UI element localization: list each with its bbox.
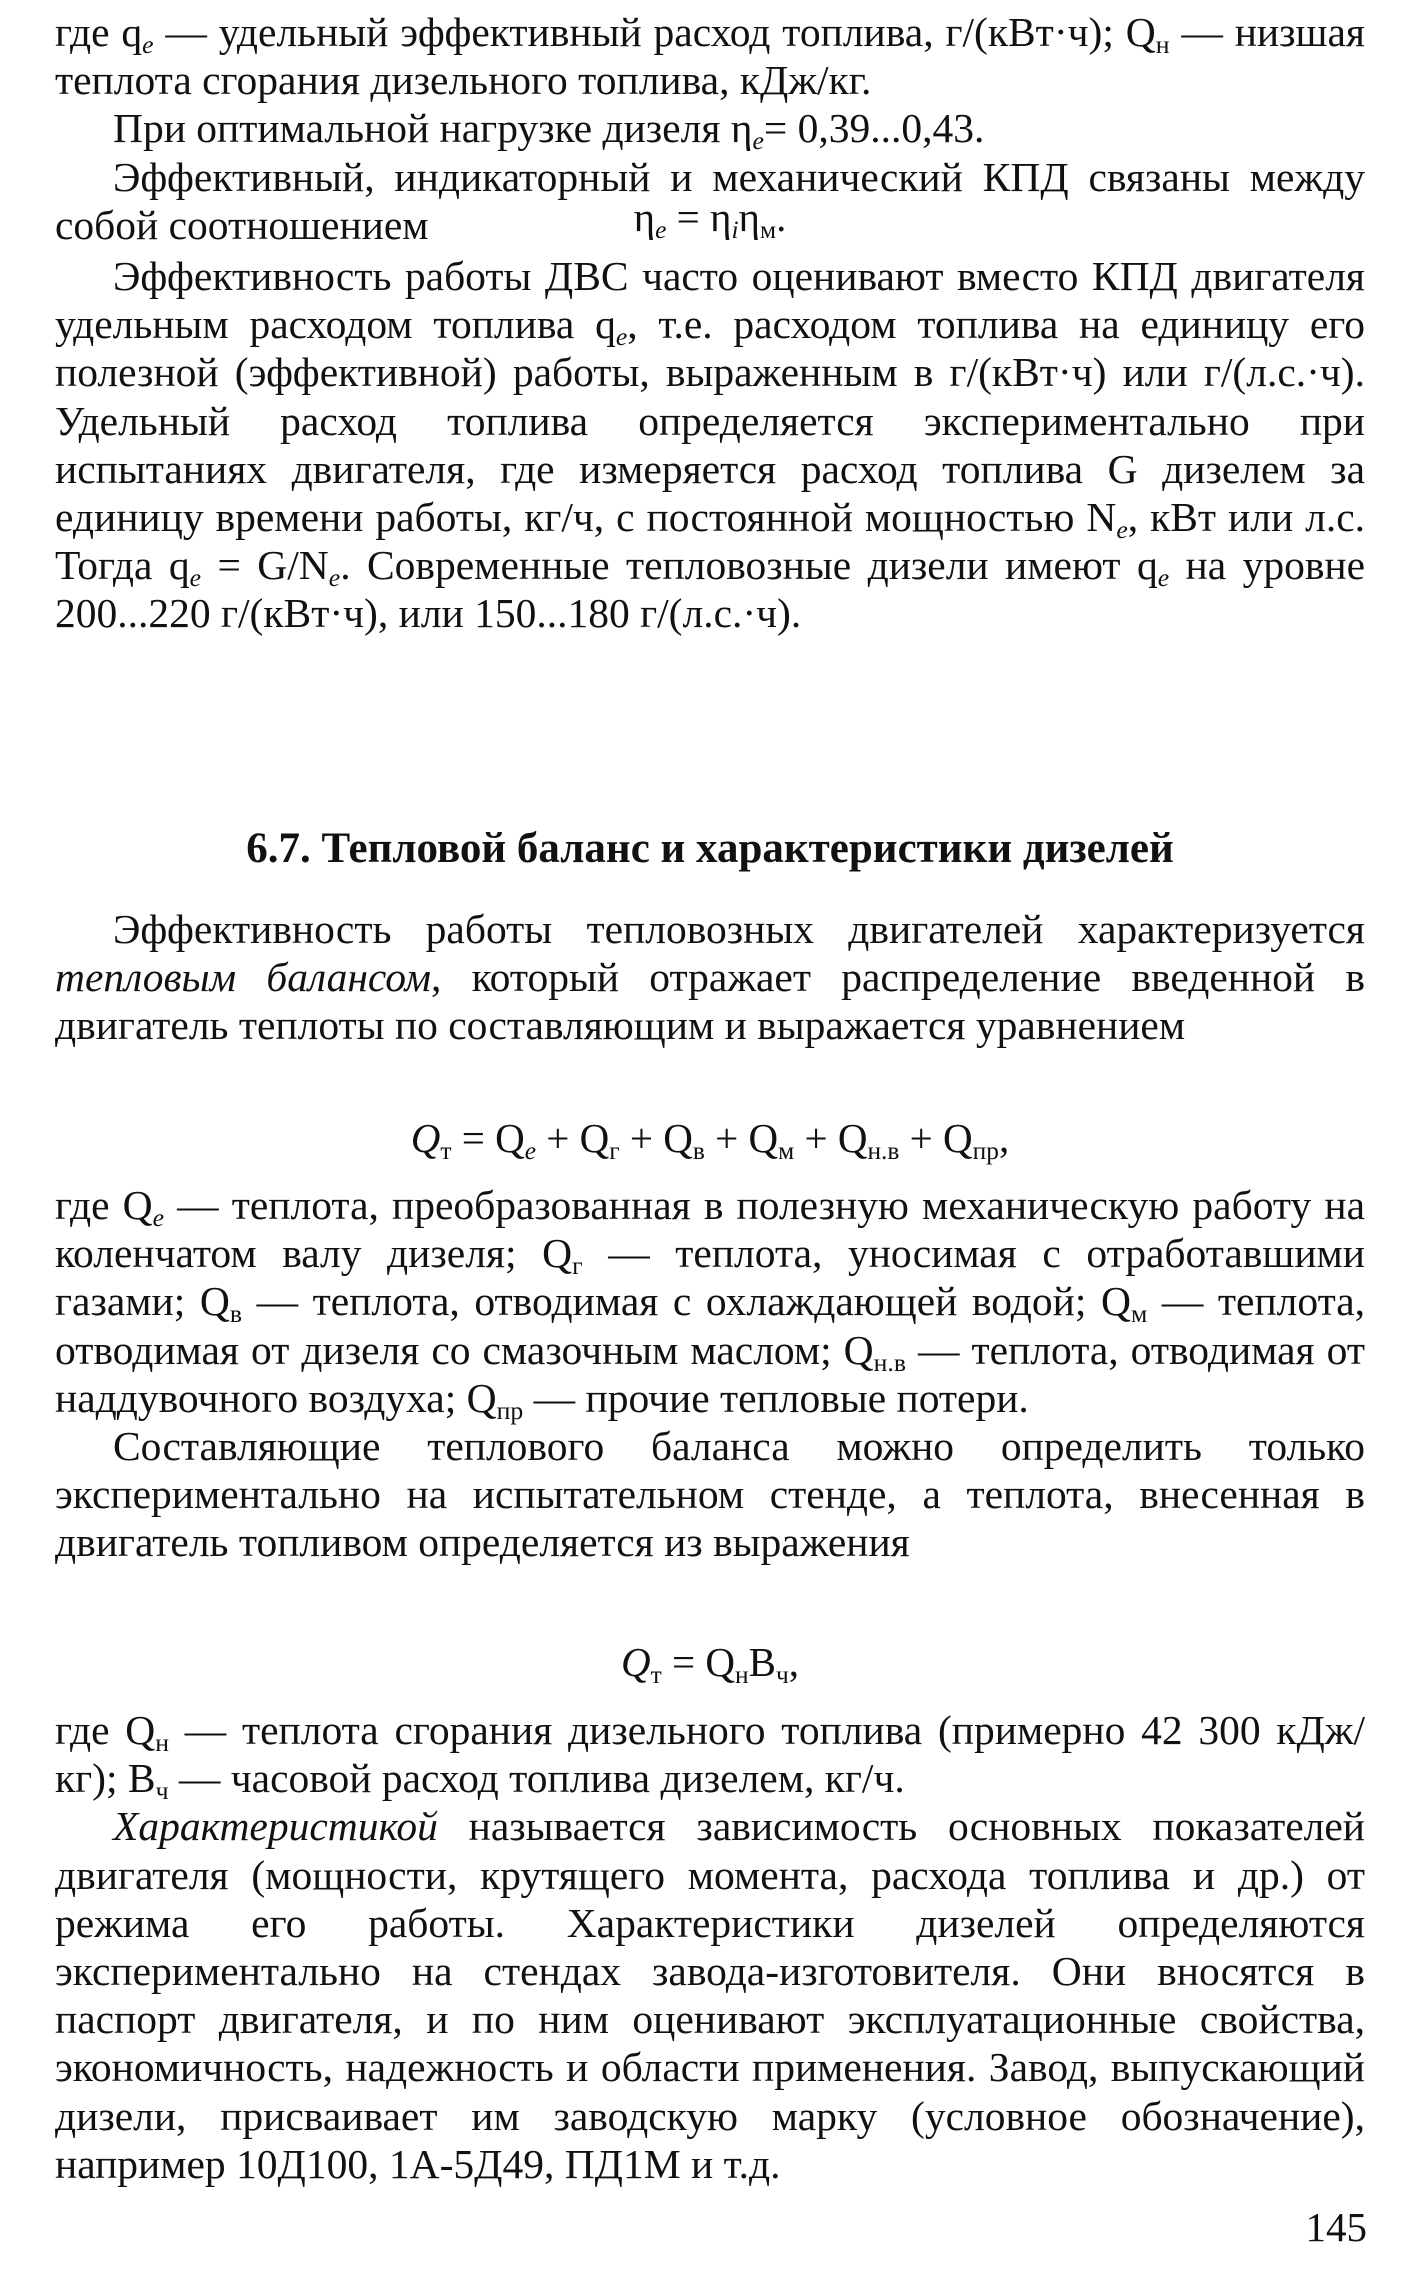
text-column — [55, 905, 1365, 1050]
text-run: Эффективность работы ДВС часто оценивают вместо КПД двигателя удельным расходом топлива q — [55, 253, 1365, 348]
subscript: e — [142, 30, 154, 60]
subscript: н — [734, 1661, 749, 1690]
paragraph-characteristics — [55, 1802, 1365, 2188]
subscript: г — [609, 1137, 620, 1166]
text-column — [55, 1706, 1365, 2188]
paragraph-components: Составляющие теплового баланса можно определить только экспериментально на испытательном стенде, а теплота, внесенная в двигатель топливом определяется из выражения — [55, 1423, 1365, 1566]
text-run: — прочие тепловые потери. — [533, 1374, 1029, 1421]
eq-symbol: = Q — [671, 1639, 735, 1685]
paragraph-optimal-load — [55, 104, 1365, 156]
subscript: пр — [972, 1137, 999, 1166]
eq-symbol: η — [738, 194, 760, 240]
subscript: ч — [775, 1661, 789, 1690]
text-run: При оптимальной нагрузке дизеля η — [113, 105, 753, 152]
subscript: г — [572, 1251, 583, 1281]
eq-symbol: Q — [621, 1639, 651, 1685]
text-run: , который отражает распределение введенной в двигатель теплоты по составляющим и выражается уравнением — [55, 954, 1365, 1049]
subscript: e — [615, 322, 628, 352]
paragraph-efficiency-relation: Эффективный, индикаторный и механический КПД связаны между собой соотношением — [55, 153, 1365, 248]
page-number: 145 — [1305, 2204, 1367, 2250]
eq-symbol: = η — [676, 194, 732, 240]
subscript: т — [650, 1661, 662, 1690]
section-heading-block — [55, 824, 1365, 874]
text-run: где Q — [55, 1182, 153, 1228]
subscript: e — [1116, 515, 1128, 545]
equation-fuel-heat — [55, 1638, 1365, 1690]
eq-symbol: + Q — [715, 1115, 779, 1161]
subscript: м — [778, 1137, 795, 1166]
paragraph-qe-definition — [55, 8, 1365, 104]
text-run: . Современные тепловозные дизели имеют q — [340, 542, 1158, 589]
paragraph-heat-terms — [55, 1181, 1366, 1426]
eq-symbol: + Q — [804, 1115, 868, 1161]
subscript: e — [152, 1203, 165, 1233]
text-run: = G/N — [217, 542, 329, 589]
text-run: на уровне 200...220 г/(кВт·ч), или 150...180 г/(л.с.·ч). — [55, 542, 1366, 637]
paragraph-heat-balance — [55, 905, 1365, 1050]
eq-symbol: В — [748, 1639, 776, 1685]
subscript: e — [1157, 563, 1170, 593]
eq-symbol: + Q — [546, 1115, 610, 1161]
subscript: н — [155, 1728, 169, 1758]
eq-punct: , — [998, 1115, 1010, 1161]
equation-efficiency — [55, 193, 1365, 245]
paragraph-qn-definition — [55, 1706, 1366, 1806]
eq-symbol: η — [633, 194, 656, 240]
text-run: , кВт или л.с. Тогда q — [55, 494, 1365, 589]
text-run: — теплота сгорания дизельного топлива (примерно 42 300 кДж/кг); В — [55, 1707, 1366, 1802]
subscript: т — [440, 1137, 452, 1166]
text-run: — теплота, отводимая от наддувочного воздуха; Q — [55, 1326, 1366, 1421]
equation-qt-sum — [55, 1114, 1365, 1166]
equation-eta — [55, 193, 1365, 245]
text-run: — удельный эффективный расход топлива, г/(кВт·ч); Q — [165, 9, 1156, 55]
eq-symbol: + Q — [629, 1115, 693, 1161]
subscript: e — [328, 563, 341, 593]
text-run: где Q — [55, 1707, 156, 1753]
text-column — [55, 252, 1365, 638]
text-column — [55, 1181, 1365, 1567]
eq-symbol: + Q — [909, 1115, 973, 1161]
subscript: пр — [496, 1396, 524, 1426]
text-run: , т.е. расходом топлива на единицу его полезной (эффективной) работы, выраженным в г/(кВт·ч) или г/(л.с.·ч). Удельный расход топлива определяется экспериментально при испытаниях двигателя, где измеряется расход топлива G дизелем за единицу времени работы, кг/ч, с постоянной мощностью N — [55, 301, 1365, 541]
paragraph-specific-consumption — [55, 252, 1365, 638]
subscript: н.в — [873, 1347, 906, 1377]
subscript: в — [229, 1299, 242, 1329]
text-run: — теплота, отводимая с охлаждающей водой; Q — [256, 1278, 1131, 1325]
italic-term: тепловым балансом — [55, 954, 431, 1001]
text-run: называется зависимость основных показателей двигателя (мощности, крутящего момента, расхода топлива и др.) от режима его работы. Характеристики дизелей определяются экспериментально на стендах завода-изготовителя. Они вносятся в паспорт двигателя, и по ним оценивают эксплуатационные свойства, экономичность, надежность и области применения. Завод, выпускающий дизели, присваивает им заводскую марку (условное обозначение), например 10Д100, 1А-5Д49, ПД1М и т.д. — [55, 1803, 1365, 2187]
eq-punct: , — [788, 1639, 799, 1685]
text-run: = 0,39...0,43. — [763, 105, 985, 152]
subscript: м — [1130, 1299, 1148, 1329]
text-run: где q — [55, 9, 143, 55]
equation-heat-balance — [55, 1114, 1365, 1166]
subscript: ч — [155, 1776, 169, 1806]
subscript: e — [655, 216, 667, 245]
subscript: м — [760, 216, 777, 245]
text-run: — низшая теплота сгорания дизельного топлива, кДж/кг. — [55, 9, 1365, 104]
equation-qt-qn — [55, 1638, 1365, 1690]
subscript: e — [524, 1137, 537, 1166]
text-run: — теплота, уносимая с отработавшими газами; Q — [55, 1230, 1365, 1325]
text-run: Эффективность работы тепловозных двигателей характеризуется — [113, 906, 1365, 952]
italic-term: Характеристикой — [113, 1803, 438, 1850]
subscript: i — [731, 216, 739, 245]
subscript: e — [752, 126, 764, 156]
section-heading: 6.7. Тепловой баланс и характеристики дизелей — [246, 825, 1174, 872]
subscript: н — [1155, 30, 1170, 60]
subscript: в — [692, 1137, 705, 1166]
eq-symbol: Q — [410, 1115, 441, 1161]
eq-symbol: = Q — [461, 1115, 525, 1161]
text-run: — теплота, преобразованная в полезную механическую работу на коленчатом валу дизеля; Q — [55, 1182, 1366, 1277]
subscript: н.в — [867, 1137, 900, 1166]
subscript: e — [189, 563, 202, 593]
text-run: — теплота, отводимая от дизеля со смазочным маслом; Q — [55, 1278, 1366, 1373]
text-run: — часовой расход топлива дизелем, кг/ч. — [178, 1755, 905, 1802]
eq-punct: . — [776, 194, 787, 240]
